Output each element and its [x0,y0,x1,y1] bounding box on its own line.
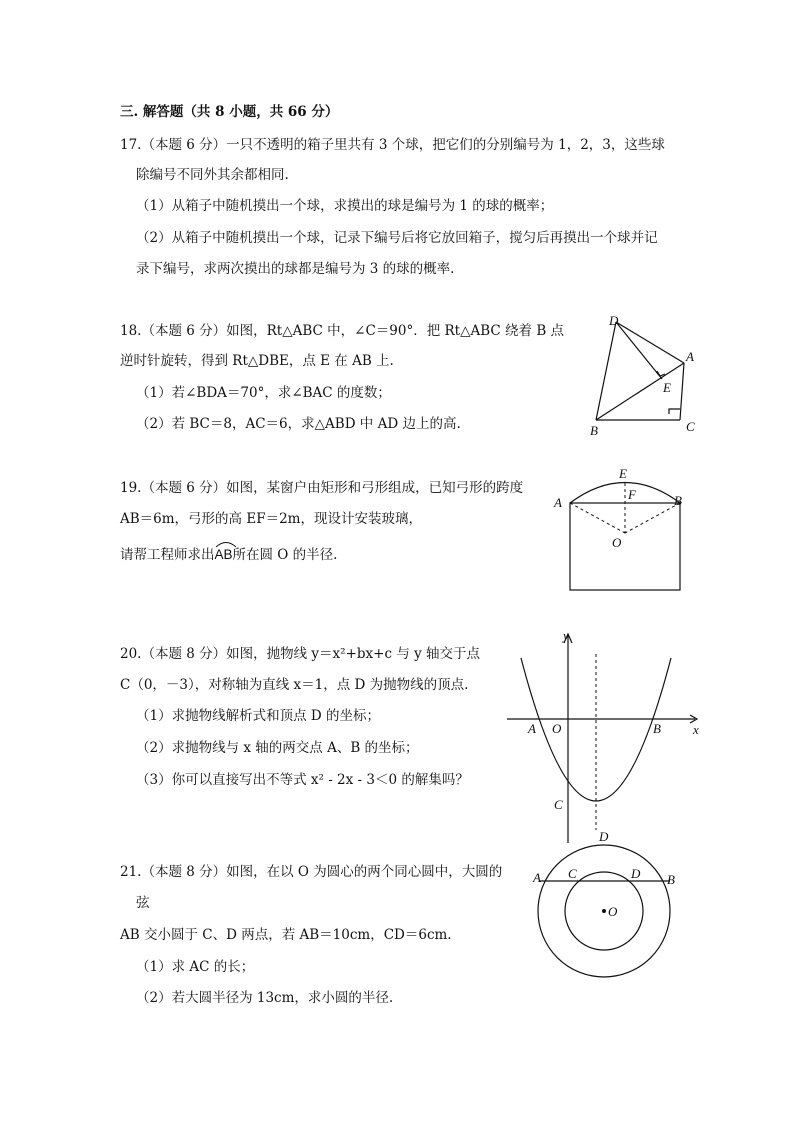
q18-label-A: A [686,349,694,364]
q20-label-x: x [693,722,699,737]
q18-line-4: （2）若 BC＝8，AC＝6，求△ABD 中 AD 边上的高. [136,416,461,432]
q20-line-3: （1）求抛物线解析式和顶点 D 的坐标； [136,708,380,724]
q20-line-2: C（0，－3），对称轴为直线 x＝1，点 D 为抛物线的顶点. [120,677,469,693]
q21-label-C: C [568,866,577,881]
q20-label-B: B [653,721,661,736]
q18-label-E: E [663,380,671,395]
q18-line-2: 逆时针旋转，得到 Rt△DBE，点 E 在 AB 上. [120,353,394,369]
q19-label-F: F [628,487,636,502]
q17-line-5: 录下编号，求两次摸出的球都是编号为 3 的球的概率. [136,261,455,277]
q18-line-1: 18.（本题 6 分）如图，Rt△ABC 中，∠C＝90°．把 Rt△ABC 绕着 B 点 [120,323,565,339]
q17-line-2: 除编号不同外其余都相同. [136,167,289,183]
q21-line-5: （2）若大圆半径为 13cm，求小圆的半径. [136,990,394,1006]
q17-line-3: （1）从箱子中随机摸出一个球，求摸出的球是编号为 1 的球的概率； [136,198,554,214]
q20-line-1: 20.（本题 8 分）如图，抛物线 y＝x²+bx+c 与 y 轴交于点 [120,646,481,662]
q18-figure [580,305,710,440]
q20-line-5: （3）你可以直接写出不等式 x² - 2x - 3＜0 的解集吗？ [136,772,469,788]
q19-label-B: B [674,493,682,508]
q21-line-2: 弦 [136,895,150,911]
q21-line-4: （1）求 AC 的长； [136,959,255,975]
q20-label-C: C [554,797,563,812]
arc-ab-symbol: AB [215,546,233,564]
q18-label-D: D [609,313,619,328]
q20-line-4: （2）求抛物线与 x 轴的两交点 A、B 的坐标； [136,740,419,756]
q21-figure [530,838,690,978]
q20-label-y: y [563,628,569,643]
q18-line-3: （1）若∠BDA＝70°，求∠BAC 的度数； [136,385,391,401]
q19-line-1: 19.（本题 6 分）如图，某窗户由矩形和弓形组成，已知弓形的跨度 [120,480,524,496]
q19-line-3-before: 请帮工程师求出 [120,547,215,563]
q18-label-C: C [686,419,695,434]
q21-label-A: A [533,870,541,885]
section-title: 三. 解答题（共 8 小题，共 66 分） [120,104,339,120]
q17-line-4: （2）从箱子中随机摸出一个球，记录下编号后将它放回箱子，搅匀后再摸出一个球并记 [136,230,658,246]
q20-label-A: A [528,721,536,736]
q19-label-E: E [619,466,627,481]
q19-line-3 [120,546,337,564]
q20-figure [505,630,705,845]
q21-label-O: O [608,904,618,919]
q21-line-1: 21.（本题 8 分）如图，在以 O 为圆心的两个同心圆中，大圆的 [120,864,503,880]
q20-label-O: O [552,721,562,736]
q17-line-1: 17.（本题 6 分）一只不透明的箱子里共有 3 个球，把它们的分别编号为 1，2，3，这些球 [120,137,665,153]
q19-figure [550,465,690,595]
q21-line-3: AB 交小圆于 C、D 两点，若 AB＝10cm，CD＝6cm. [120,927,452,943]
q20-label-D: D [599,829,609,844]
q19-label-A: A [554,495,562,510]
q21-label-B: B [667,872,675,887]
q18-label-B: B [590,423,598,438]
q19-line-2: AB＝6m，弓形的高 EF＝2m，现设计安装玻璃， [120,511,422,527]
q19-label-O: O [612,535,622,550]
q21-label-D: D [631,866,641,881]
q19-line-3-after: 所在圆 O 的半径. [232,547,338,563]
